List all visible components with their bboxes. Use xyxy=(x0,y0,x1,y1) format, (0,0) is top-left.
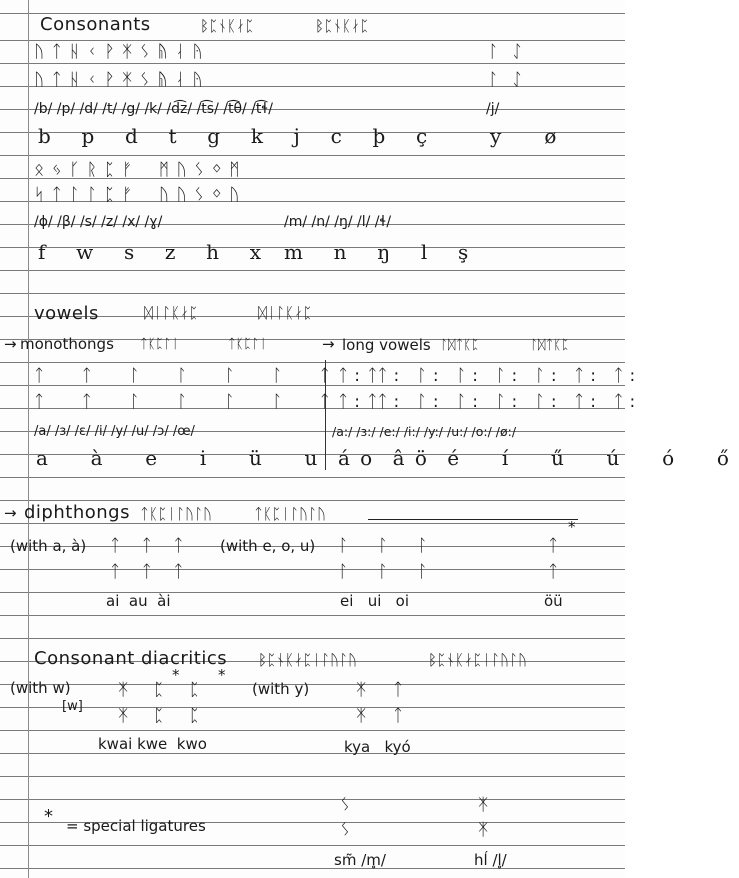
vowels-heading: vowels xyxy=(34,303,99,324)
star-diphthong-glyph-1: ᛏ xyxy=(548,536,560,556)
ligature-glyph-2: ᛊ xyxy=(340,820,352,840)
w-ipa: [w] xyxy=(62,699,83,714)
consonants-native-title-1: ᛒᛈᚾᛕᛅᛈ xyxy=(200,17,255,35)
star-diphthong-glyph-2: ᛏ xyxy=(548,562,560,582)
diacritics-native-2: ᛒᛈᚾᛕᛅᛈᛁᛚᚢᛚᚢ xyxy=(428,651,528,669)
long-vowel-glyphs-1: ᛏ: ᛏ: ᛚ: ᛚ: ᛚ: ᛚ: ᛏ: ᛏ: xyxy=(338,366,642,386)
diphthongs-native-1: ᛏᛕᛈᛁᛚᚢᛚᚢ xyxy=(140,505,213,523)
star-diphthong-roman: öü xyxy=(544,592,563,610)
ligature-glyph-3: ᛡ xyxy=(478,795,490,815)
w-glyphs-1: ᛡ ᛈ ᛈ xyxy=(118,680,210,700)
w-roman: kwai kwe kwo xyxy=(98,735,207,753)
ligature-glyph-1: ᛊ xyxy=(340,795,352,815)
star-mark-diphthong: * xyxy=(568,518,576,536)
diacritics-native-1: ᛒᛈᚾᛕᛅᛈᛁᛚᚢᛚᚢ xyxy=(258,651,358,669)
y-glyphs-1: ᛡ ᛏ xyxy=(356,680,405,700)
ligature-roman-2: hĺ /l̥/ xyxy=(474,851,507,869)
long-vowel-roman: á â é í ű ú ó ő xyxy=(338,446,739,470)
consonant-ipa-row-2: /ɸ/ /β/ /s/ /z/ /x/ /ɣ/ xyxy=(34,214,163,230)
monothongs-native-2: ᛏᛕᛈᛚᛁ xyxy=(228,337,268,352)
consonant-ipa-row-2b: /m/ /n/ /ŋ/ /l/ /ɬ/ xyxy=(284,214,392,230)
consonant-glyphs-row-2-extra: ᛚ ᛇ xyxy=(488,70,524,90)
with-a-roman: ai au ài xyxy=(106,592,171,610)
w-glyphs-2: ᛡ ᛈ ᛈ xyxy=(118,706,210,726)
footer-legend: = special ligatures xyxy=(66,817,206,835)
margin-line xyxy=(28,0,29,878)
consonant-roman-row-2: f w s z h x xyxy=(38,240,268,264)
arrow-diphthongs: → xyxy=(4,504,17,522)
with-w-label: (with w) xyxy=(10,679,71,697)
consonant-ipa-row-1-extra: /j/ xyxy=(486,101,500,117)
monothong-ipa: /a/ /ɜ/ /ɛ/ /i/ /y/ /u/ /ɔ/ /œ/ xyxy=(34,424,195,439)
arrow-monothongs: → xyxy=(4,335,17,353)
y-roman: kya kyó xyxy=(344,738,411,756)
long-vowel-ipa: /a:/ /ɜ:/ /e:/ /i:/ /y:/ /u:/ /o:/ /ø:/ xyxy=(332,424,517,439)
arrow-long-vowels: → xyxy=(322,335,335,353)
consonants-heading: Consonants xyxy=(40,14,151,35)
diacritics-heading: Consonant diacritics xyxy=(34,648,228,669)
consonant-roman-row-1: b p d t g k j c þ ç xyxy=(38,124,434,148)
consonant-roman-row-1-extra: y ø xyxy=(490,124,563,148)
w-star-1: * xyxy=(172,666,180,684)
diphthongs-underline xyxy=(368,519,578,520)
long-vowels-native-1: ᛚᛞᛏᛕᛈ xyxy=(440,338,480,353)
monothong-glyphs-1: ᛏ ᛏ ᛚ ᛚ ᛚ ᛚ ᛏ ᛏ xyxy=(34,366,394,386)
diphthongs-heading: diphthongs xyxy=(24,502,130,523)
consonant-glyphs-row-1-extra: ᛚ ᛇ xyxy=(488,42,524,62)
consonant-glyphs-row-4: ᛋ ᛏ ᛚ ᛚ ᛈ ᚠ ᚢ ᚢ ᛊ ᛜ ᚢ xyxy=(34,185,241,205)
with-eou-roman: ei ui oi xyxy=(340,592,410,610)
with-a-label: (with a, à) xyxy=(10,537,87,555)
vowels-native-title-1: ᛞᛁᛚᛕᛅᛈ xyxy=(144,304,199,322)
consonant-glyphs-row-3: ᛟ ᛃ ᚴ ᚱ ᛈ ᚠ ᛗ ᚢ ᛊ ᛜ ᛗ xyxy=(34,160,241,180)
long-vowels-label: long vowels xyxy=(342,336,431,354)
consonant-glyphs-row-1: ᚢ ᛏ ᚺ ᚲ ᚹ ᛡ ᛊ ᚥ ᛆ ᚤ xyxy=(34,42,204,62)
ligature-roman-1: sm̃ /m̥/ xyxy=(334,851,386,869)
ligature-glyph-4: ᛡ xyxy=(478,820,490,840)
consonant-roman-row-2b: m n ŋ l ş xyxy=(284,240,475,264)
monothong-glyphs-2: ᛏ ᛏ ᛚ ᛚ ᛚ ᛚ ᛏ ᛏ xyxy=(34,392,394,412)
monothong-roman: a à e i ü u o ö xyxy=(36,446,437,470)
with-a-glyphs-2: ᛏ ᛏ ᛏ xyxy=(110,562,192,582)
footer-star: * xyxy=(44,806,54,827)
vowels-native-title-2: ᛞᛁᛚᛕᛅᛈ xyxy=(258,304,313,322)
diphthongs-native-2: ᛏᛕᛈᛁᛚᚢᛚᚢ xyxy=(254,505,327,523)
consonant-glyphs-row-2: ᚢ ᛏ ᚺ ᚲ ᚹ ᛡ ᛊ ᚥ ᛆ ᚤ xyxy=(34,70,204,90)
with-eou-glyphs-1: ᛚ ᛚ ᛚ xyxy=(338,536,440,556)
long-vowels-native-2: ᛚᛞᛏᛕᛈ xyxy=(530,338,570,353)
with-a-glyphs-1: ᛏ ᛏ ᛏ xyxy=(110,536,192,556)
consonant-ipa-row-1: /b/ /p/ /d/ /t/ /g/ /k/ /d͡z/ /t͡s/ /t͡θ/ /t͡ɬ/ xyxy=(34,101,273,117)
consonants-native-title-2: ᛒᛈᚾᛕᛅᛈ xyxy=(315,17,370,35)
monothongs-label: monothongs xyxy=(20,335,114,353)
monothongs-native-1: ᛏᛕᛈᛚᛁ xyxy=(140,337,180,352)
long-vowel-glyphs-2: ᛏ: ᛏ: ᛚ: ᛚ: ᛚ: ᛚ: ᛏ: ᛏ: xyxy=(338,392,642,412)
with-eou-label: (with e, o, u) xyxy=(220,537,316,555)
y-glyphs-2: ᛡ ᛏ xyxy=(356,706,405,726)
with-y-label: (with y) xyxy=(252,680,310,698)
with-eou-glyphs-2: ᛚ ᛚ ᛚ xyxy=(338,562,440,582)
w-star-2: * xyxy=(218,666,226,684)
